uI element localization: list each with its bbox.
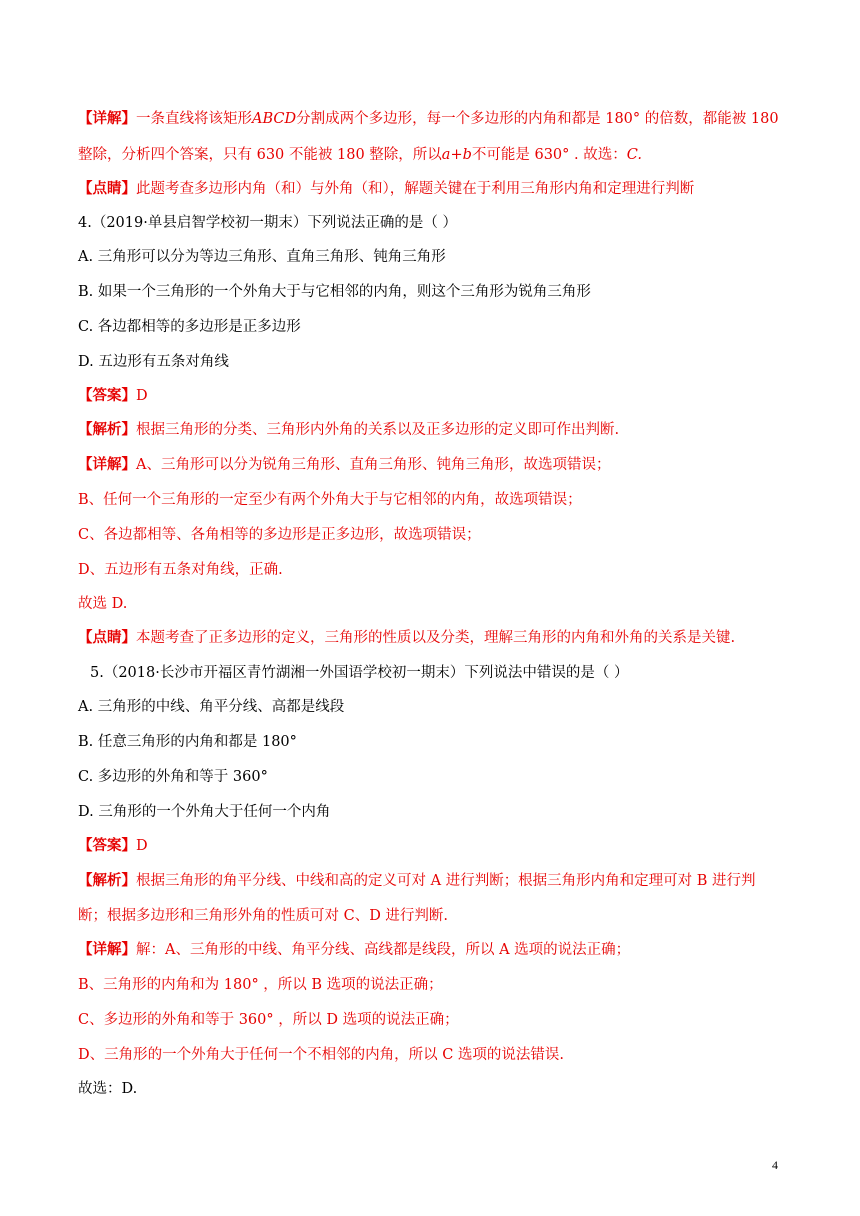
analysis-text: 根据三角形的分类、三角形内外角的关系以及正多边形的定义即可作出判断. [136,422,620,438]
q5-detail-b: B、三角形的内角和为 180° ，所以 B 选项的说法正确； [78,977,443,993]
q4-detail-b: B、任何一个三角形的一定至少有两个外角大于与它相邻的内角，故选项错误； [78,492,582,508]
q4-detail-a [78,455,610,475]
q5-stem: 5.（2018·长沙市开福区青竹湖湘一外国语学校初一期末）下列说法中错误的是（ ） [90,665,629,681]
q4-choose: 故选 D. [78,596,128,612]
detail-tag: 【详解】 [78,941,136,958]
q5-option-b: B. 任意三角形的内角和都是 180° [78,734,297,750]
choice: C. [626,147,642,163]
q5-option-a: A. 三角形的中线、角平分线、高都是线段 [78,699,345,715]
q3-comment [78,179,694,199]
q3-detail-line-1 [78,109,779,129]
text: 整除，分析四个答案，只有 630 不能被 180 整除，所以 [78,147,442,163]
detail-text: A、三角形可以分为锐角三角形、直角三角形、钝角三角形，故选项错误； [136,457,611,473]
comment-tag: 【点睛】 [78,629,136,646]
rect-label: ABCD [252,111,297,127]
text: 一条直线将该矩形 [136,111,252,127]
q4-option-b: B. 如果一个三角形的一个外角大于与它相邻的内角，则这个三角形为锐角三角形 [78,284,591,300]
q4-option-a: A. 三角形可以分为等边三角形、直角三角形、钝角三角形 [78,249,446,265]
page-number: 4 [772,1158,778,1172]
answer-tag: 【答案】 [78,837,136,854]
q5-choose: 故选：D. [78,1081,138,1097]
analysis-tag: 【解析】 [78,421,136,438]
q5-analysis-line-1 [78,871,756,891]
answer-value: D [136,388,148,404]
analysis-tag: 【解析】 [78,872,136,889]
expr: a+b [441,147,472,163]
q5-detail-c: C、多边形的外角和等于 360° ，所以 D 选项的说法正确； [78,1012,459,1028]
q4-stem: 4.（2019·单县启智学校初一期末）下列说法正确的是（ ） [78,215,457,231]
answer-value: D [136,838,148,854]
analysis-text: 根据三角形的角平分线、中线和高的定义可对 A 进行判断；根据三角形内角和定理可对 B 进行判 [136,873,756,889]
detail-text: 解：A、三角形的中线、角平分线、高线都是线段，所以 A 选项的说法正确； [136,942,631,958]
q4-detail-d: D、五边形有五条对角线，正确. [78,562,283,578]
text: 分割成两个多边形，每一个多边形的内角和都是 180° 的倍数，都能被 180 [296,111,779,127]
detail-tag: 【详解】 [78,110,136,127]
q4-analysis [78,420,619,440]
answer-tag: 【答案】 [78,387,136,404]
comment-tag: 【点睛】 [78,180,136,197]
q5-detail-a [78,940,630,960]
q5-answer [78,836,148,856]
comment-text: 此题考查多边形内角（和）与外角（和），解题关键在于利用三角形内角和定理进行判断 [136,181,695,197]
q4-detail-c: C、各边都相等、各角相等的多边形是正多边形，故选项错误； [78,527,481,543]
comment-text: 本题考查了正多边形的定义，三角形的性质以及分类，理解三角形的内角和外角的关系是关键. [136,630,736,646]
q5-option-d: D. 三角形的一个外角大于任何一个内角 [78,804,331,820]
q4-answer [78,386,148,406]
q5-analysis-line-2: 断；根据多边形和三角形外角的性质可对 C、D 进行判断. [78,908,449,924]
q4-option-c: C. 各边都相等的多边形是正多边形 [78,319,301,335]
q5-detail-d: D、三角形的一个外角大于任何一个不相邻的内角，所以 C 选项的说法错误. [78,1047,565,1063]
text: 不可能是 630° . 故选： [471,147,627,163]
q4-comment [78,628,735,648]
q5-option-c: C. 多边形的外角和等于 360° [78,769,268,785]
detail-tag: 【详解】 [78,456,136,473]
q4-option-d: D. 五边形有五条对角线 [78,354,229,370]
q3-detail-line-2 [78,145,642,165]
